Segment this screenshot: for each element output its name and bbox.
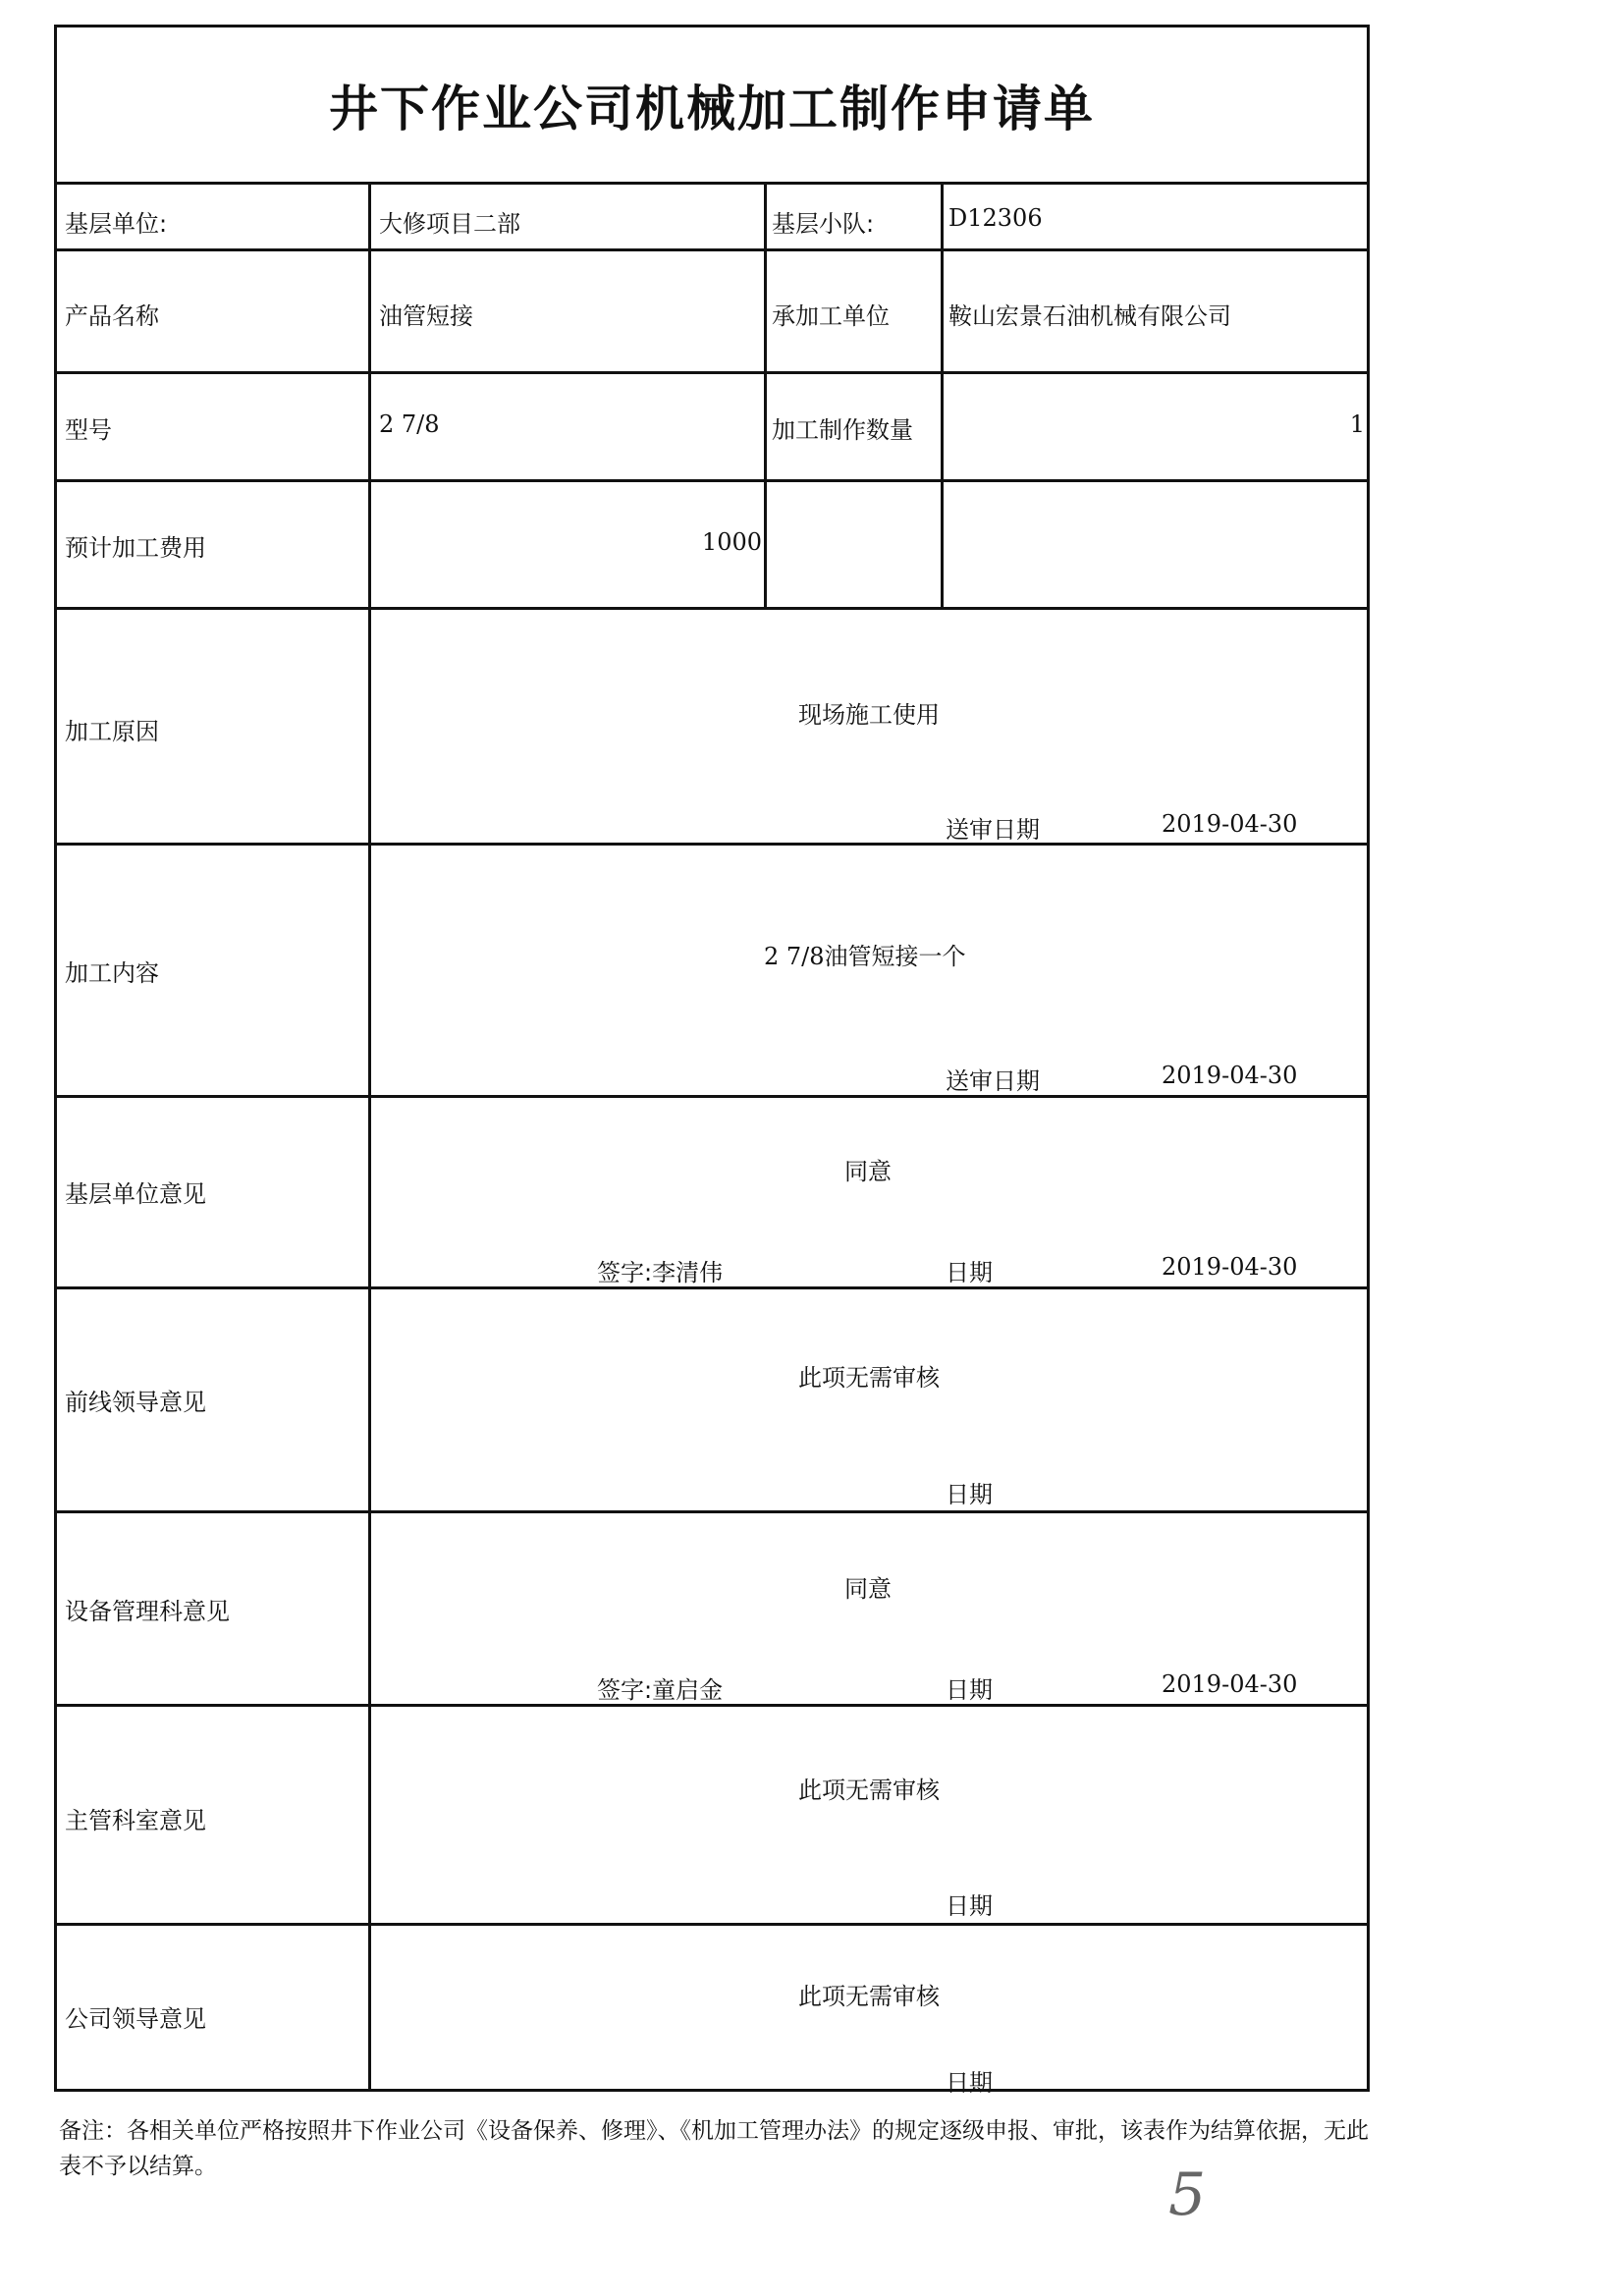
content-date: 2019-04-30 xyxy=(1162,1062,1298,1089)
unit-opinion-date: 2019-04-30 xyxy=(1162,1253,1298,1281)
row-divider xyxy=(57,248,1367,251)
dept-opinion-label: 主管科室意见 xyxy=(65,1807,206,1834)
reason-date: 2019-04-30 xyxy=(1162,810,1298,838)
reason-content: 现场施工使用 xyxy=(798,701,940,729)
company-opinion-content: 此项无需审核 xyxy=(798,1983,940,2010)
equipment-opinion-date-label: 日期 xyxy=(946,1676,993,1704)
content-label: 加工内容 xyxy=(65,959,159,987)
equipment-opinion-signature: 签字:童启金 xyxy=(597,1676,724,1704)
model-label: 型号 xyxy=(65,416,112,444)
equipment-opinion-date: 2019-04-30 xyxy=(1162,1670,1298,1698)
cost-value: 1000 xyxy=(701,528,762,556)
equipment-opinion-label: 设备管理科意见 xyxy=(65,1598,230,1625)
company-opinion-label: 公司领导意见 xyxy=(65,2005,206,2033)
row-divider xyxy=(57,607,1367,610)
row-divider xyxy=(57,843,1367,846)
team-label: 基层小队: xyxy=(772,210,875,238)
model-value: 2 7/8 xyxy=(379,410,440,438)
form-note: 备注：各相关单位严格按照井下作业公司《设备保养、修理》、《机加工管理办法》的规定逐级申报、审批，该表作为结算依据，无此表不予以结算。 xyxy=(59,2118,1369,2179)
product-label: 产品名称 xyxy=(65,302,159,330)
frontline-opinion-label: 前线领导意见 xyxy=(65,1389,206,1416)
reason-date-label: 送审日期 xyxy=(946,816,1040,844)
row-divider xyxy=(57,371,1367,374)
qty-label: 加工制作数量 xyxy=(772,416,913,444)
column-divider xyxy=(368,185,371,2092)
content-date-label: 送审日期 xyxy=(946,1067,1040,1095)
row-divider xyxy=(57,479,1367,482)
row-divider xyxy=(57,1510,1367,1513)
company-opinion-date-label: 日期 xyxy=(946,2069,993,2097)
unit-opinion-content: 同意 xyxy=(844,1158,892,1185)
frontline-opinion-content: 此项无需审核 xyxy=(798,1364,940,1392)
handwritten-mark: 5 xyxy=(1168,2160,1207,2229)
product-value: 油管短接 xyxy=(379,302,473,330)
application-form xyxy=(54,25,1370,2097)
row-divider xyxy=(57,1095,1367,1098)
unit-label: 基层单位: xyxy=(65,210,168,238)
unit-value: 大修项目二部 xyxy=(379,210,520,238)
reason-label: 加工原因 xyxy=(65,718,159,745)
dept-opinion-content: 此项无需审核 xyxy=(798,1777,940,1804)
content-text: 2 7/8油管短接一个 xyxy=(764,943,966,970)
contractor-label: 承加工单位 xyxy=(772,302,890,330)
dept-opinion-date-label: 日期 xyxy=(946,1892,993,1920)
frontline-opinion-date-label: 日期 xyxy=(946,1481,993,1508)
equipment-opinion-content: 同意 xyxy=(844,1575,892,1603)
qty-value: 1 xyxy=(1349,410,1365,438)
contractor-value: 鞍山宏景石油机械有限公司 xyxy=(948,302,1231,330)
unit-opinion-date-label: 日期 xyxy=(946,1259,993,1286)
row-divider xyxy=(57,1923,1367,1926)
team-value: D12306 xyxy=(948,204,1043,232)
form-title: 井下作业公司机械加工制作申请单 xyxy=(57,27,1367,185)
column-divider xyxy=(764,185,767,607)
column-divider xyxy=(941,185,944,607)
unit-opinion-signature: 签字:李清伟 xyxy=(597,1259,724,1286)
unit-opinion-label: 基层单位意见 xyxy=(65,1180,206,1208)
cost-label: 预计加工费用 xyxy=(65,534,206,562)
